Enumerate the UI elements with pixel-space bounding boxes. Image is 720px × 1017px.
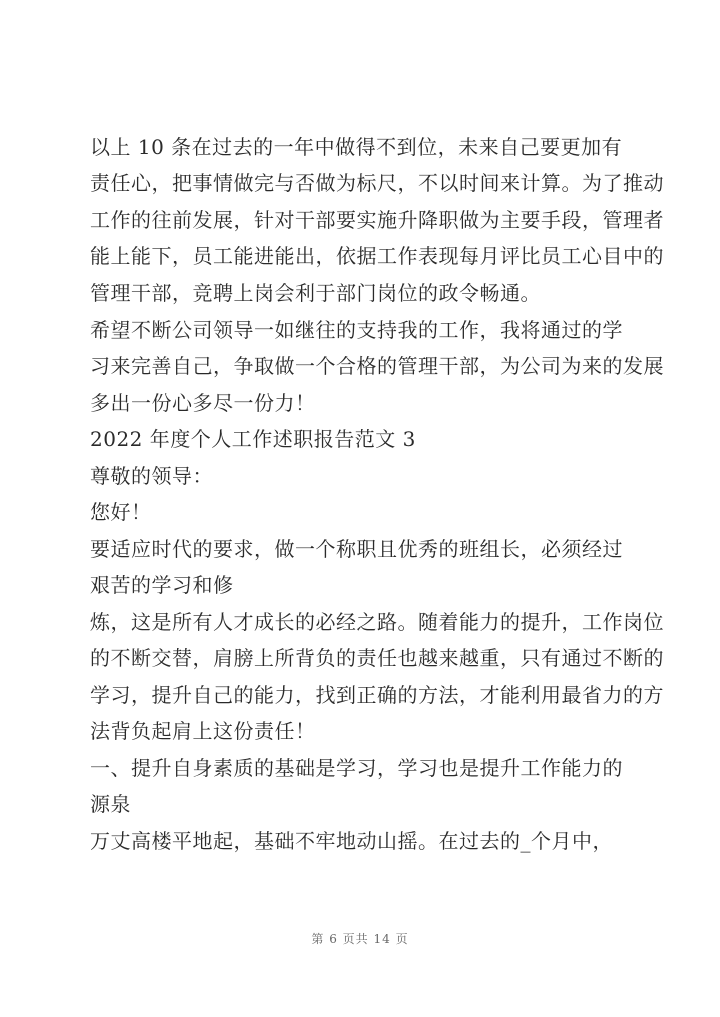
text-line: 炼，这是所有人才成长的必经之路。随着能力的提升，工作岗位 [90, 610, 664, 634]
text-line: 的不断交替，肩膀上所背负的责任也越来越重，只有通过不断的 [90, 646, 664, 670]
text-line: 学习，提升自己的能力，找到正确的方法，才能利用最省力的方 [90, 683, 664, 707]
heading-line: 一、提升自身素质的基础是学习，学习也是提升工作能力的 [90, 756, 623, 780]
text-line: 希望不断公司领导一如继往的支持我的工作，我将通过的学 [90, 318, 623, 342]
text-line: 习来完善自己，争取做一个合格的管理干部，为公司为来的发展 [90, 354, 664, 378]
text-line: 艰苦的学习和修 [90, 573, 234, 597]
text-line: 能上能下，员工能进能出，依据工作表现每月评比员工心目中的 [90, 244, 664, 268]
text-line: 要适应时代的要求，做一个称职且优秀的班组长，必须经过 [90, 537, 623, 561]
text-line: 以上 10 条在过去的一年中做得不到位，未来自己要更加有 [90, 135, 623, 159]
section-title: 2022 年度个人工作述职报告范文 3 [90, 427, 416, 451]
text-line: 法背负起肩上这份责任！ [90, 719, 316, 743]
text-line: 工作的往前发展，针对干部要实施升降职做为主要手段，管理者 [90, 208, 664, 232]
salutation: 尊敬的领导： [90, 464, 213, 488]
text-line: 责任心，把事情做完与否做为标尺，不以时间来计算。为了推动 [90, 171, 664, 195]
text-line: 管理干部，竞聘上岗会利于部门岗位的政令畅通。 [90, 281, 541, 305]
page-footer: 第 6 页共 14 页 [311, 932, 409, 946]
heading-line: 源泉 [90, 792, 131, 816]
greeting: 您好！ [90, 500, 152, 524]
text-line: 万丈高楼平地起，基础不牢地动山摇。在过去的_个月中， [90, 829, 613, 853]
text-line: 多出一份心多尽一份力！ [90, 391, 316, 415]
